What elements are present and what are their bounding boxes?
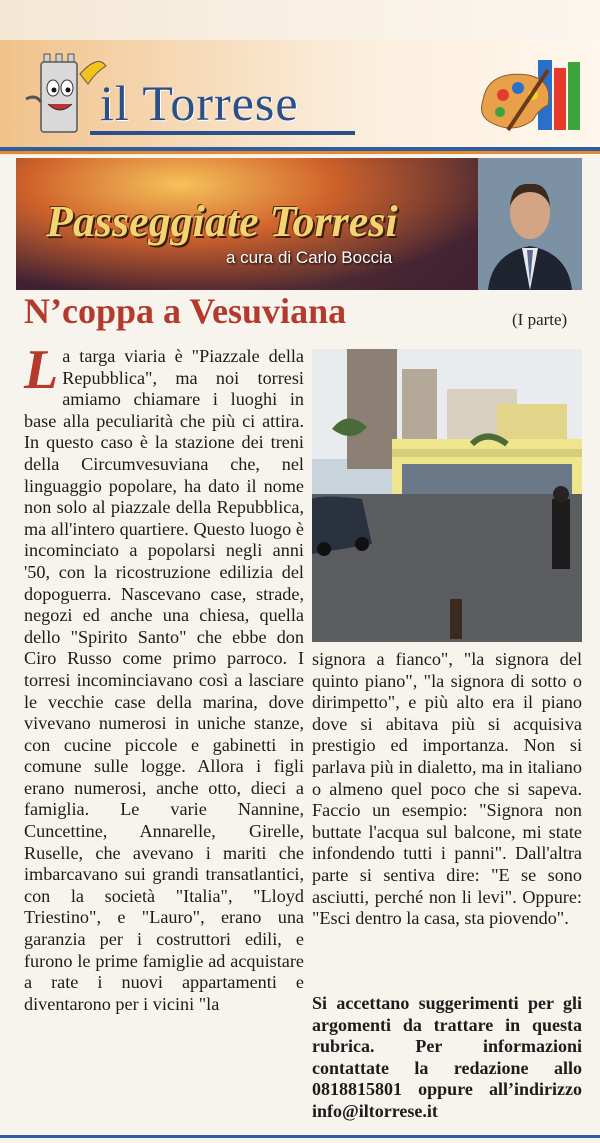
article-text-right: signora a fianco", "la signora del quinto piano", "la signora di sotto o dirimpetto", e più alto era il piano dove si abitava più si acquisiva prestigio ed importanza. Non si parlava più in dialetto, ma in italiano o almeno quel poco che si sapeva. Faccio un esempio: "Signora non buttate l'acqua sul balcone, mi state infondendo tutti i panni". Dall'altra parte si sentiva dire: "E se sono asciutti, perché non li levi". Oppure: "Esci dentro la casa, sta piovendo".: [312, 649, 582, 929]
paint-palette-icon: [478, 50, 588, 140]
banner-subtitle: a cura di Carlo Boccia: [226, 248, 393, 267]
logo-text: il Torrese: [100, 75, 299, 131]
bottom-rule: [0, 1135, 600, 1138]
editorial-note-text: Si accettano suggerimenti per gli argomenti da trattare in questa rubrica. Per informazioni contattate la redazione allo 0818815801 oppure all’indirizzo info@iltorrese.it: [312, 993, 582, 1121]
station-photo: [312, 349, 582, 642]
article-part: (I parte): [512, 310, 568, 329]
masthead-orange-rule: [0, 151, 600, 154]
article-text-left: a targa viaria è "Piazzale della Repubblica", ma noi torresi amiamo chiamare i luoghi in base alla peculiarità che più ci attira. In questo caso è la stazione dei treni della Circumvesuviana che, nel linguaggio popolare, ha dato il nome non solo al piazzale della Repubblica, ma all'intero quartiere. Questo luogo è incominciato a popolarsi negli anni '50, con la ricostruzione edilizia del dopoguerra. Nascevano case, strade, negozi ed anche una chiesa, quella dello "Spirito Santo" che ebbe don Ciro Russo come primo parroco. I torresi incominciavano così a lasciare le vecchie case della marina, dove vivevano numerosi in uniche stanze, con cucine piccole e gabinetti in comune sulle logge. Allora i figli erano numerosi, anche otto, dieci a famiglia. Le varie Nannine, Cuncettine, Annarelle, Girelle, Ruselle, che avevano i mariti che imbarcavano sui grandi transatlantici, con la società "Italia", "Lloyd Triestino", e "Lauro", erano una garanzia per i costruttori edili, e furono le prime famiglie ad acquistare a rate i nuovi appartamenti e diventarono per i vicini "la: [24, 346, 304, 1014]
drop-cap: L: [24, 339, 59, 401]
column-banner: [16, 158, 582, 290]
article-title: N’coppa a Vesuviana: [24, 291, 347, 331]
author-portrait: [478, 158, 582, 290]
editorial-note: [312, 993, 582, 1122]
banner-title: Passeggiate Torresi: [46, 197, 398, 246]
logo-underline: [90, 131, 355, 135]
article-column-left: [24, 339, 304, 1015]
article-column-right: [312, 649, 582, 930]
